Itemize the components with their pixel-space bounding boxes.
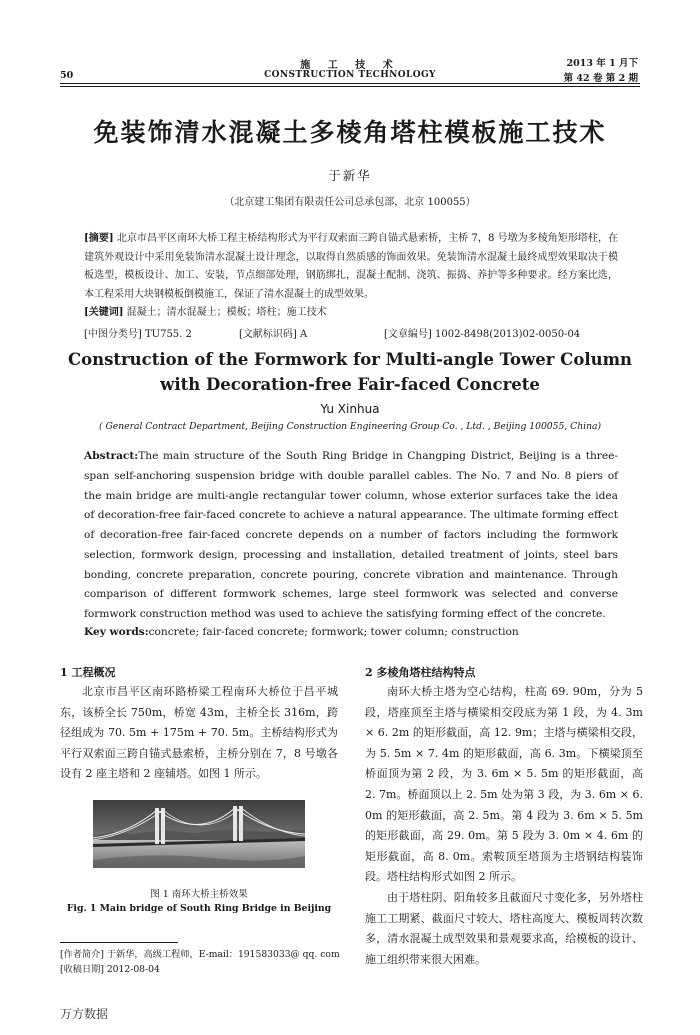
keywords-en — [84, 626, 618, 638]
footnote — [60, 947, 350, 977]
keywords-cn — [84, 304, 618, 323]
article-number: [文章编号] 1002-8498(2013)02-0050-04 — [384, 329, 581, 340]
abstract-en-text: The main structure of the South Ring Bridge in Changping District, Beijing is a three-span self-anchoring suspension bridge with double parallel cables. The No. 7 and No. 8 piers of the main bridge are multi-angle rectangular tower column, whose exterior surfaces take the idea of decoration-free fair-faced concrete to achieve a natural appearance. The ultimate forming effect of decoration-free fair-faced concrete depends on a number of factors including the formwork selection, formwork design, processing and installation, detailed treatment of joints, steel bars bonding, concrete preparation, concrete pouring, concrete vibration and maintenance. Through comparison of different formwork schemes, large steel formwork was selected and converse formwork construction method was used to achieve the satisfying forming effect of the concrete. — [84, 450, 618, 620]
keywords-cn-text: 混凝土；清水混凝土；模板；塔柱；施工技术 — [126, 307, 327, 319]
author-cn: 于新华 — [328, 168, 372, 183]
title-en-line2: with Decoration-free Fair-faced Concrete — [160, 375, 540, 394]
figure1-caption-en: Fig. 1 Main bridge of South Ring Bridge in Beijing — [66, 903, 332, 914]
affiliation-cn: （北京建工集团有限责任公司总承包部，北京 100055） — [224, 197, 476, 208]
abstract-en — [84, 447, 618, 625]
document-code: [文献标识码] A — [239, 329, 308, 340]
author-bio: [作者简介] 于新华，高级工程师，E-mail：191583033@ qq. com — [60, 949, 340, 960]
abstract-cn-block — [84, 230, 618, 323]
watermark-text: 万方数据 — [60, 1007, 109, 1021]
title-cn: 免装饰清水混凝土多棱角塔柱模板施工技术 — [93, 118, 607, 147]
journal-name-cn: 施 工 技 术 — [300, 60, 400, 71]
header-rule-thick — [60, 83, 640, 84]
received-date: [收稿日期] 2012-08-04 — [60, 964, 160, 975]
figure1-caption-cn: 图 1 南环大桥主桥效果 — [150, 889, 248, 900]
figure1-image — [93, 800, 305, 868]
section1-heading: 1 工程概况 — [60, 666, 116, 679]
abstract-cn-label: [摘要] — [84, 233, 114, 244]
abstract-cn-text: 北京市昌平区南环大桥工程主桥结构形式为平行双索面三跨自锚式悬索桥，主桥 7，8 号墩为多棱角矩形塔柱，在建筑外观设计中采用免装饰清水混凝土设计理念，以取得自然质感的饰面效果。免装饰清水混凝土最终成型效果取决于模板选型，模板设计、加工、安装，节点细部处理，钢筋绑扎，混凝土配制、浇筑、振捣、养护等多种要求。经方案比选，本工程采用大块钢模板倒模施工，保证了清水混凝土的成型效果。 — [84, 233, 618, 300]
keywords-cn-label: [关键词] — [84, 307, 124, 319]
issue-volume: 第 42 卷 第 2 期 — [563, 73, 638, 84]
affiliation-en: ( General Contract Department, Beijing Construction Engineering Group Co. , Ltd. , Beijing 100055, China) — [98, 421, 602, 432]
abstract-cn — [84, 230, 618, 304]
keywords-en-text: concrete; fair-faced concrete; formwork; tower column; construction — [148, 626, 519, 638]
author-en: Yu Xinhua — [320, 402, 380, 416]
journal-name-en: CONSTRUCTION TECHNOLOGY — [264, 70, 436, 80]
abstract-en-label: Abstract: — [84, 450, 139, 462]
section2-body — [365, 682, 643, 970]
section1-paragraph: 北京市昌平区南环路桥梁工程南环大桥位于昌平城东，该桥全长 750m，桥宽 43m，主桥全长 316m，跨径组成为 70. 5m + 175m + 70. 5m。主桥结构形式为平行双索面三跨自锚式悬索桥，主桥分别在 7，8 号墩各设有 2 座主塔和 2 座辅塔。如图 1 所示。 — [60, 685, 338, 781]
section2-paragraph1: 南环大桥主塔为空心结构，柱高 69. 90m，分为 5 段，塔座顶至主塔与横梁相交段底为第 1 段，为 4. 3m × 6. 2m 的矩形截面，高 12. 9m；主塔与横梁相交段，为 5. 5m × 7. 4m 的矩形截面，高 6. 3m。下横梁顶至桥面顶为第 2 段，为 3. 6m × 5. 5m 的矩形截面，高 2. 7m。桥面顶以上 2. 5m 处为第 3 段，为 3. 6m × 6. 0m 的矩形截面，高 2. 5m。第 4 段为 3. 6m × 5. 5m 的矩形截面，高 29. 0m。第 5 段为 3. 0m × 4. 6m 的矩形截面，高 8. 0m。索鞍顶至塔顶为主塔钢结构装饰段。塔柱结构形式如图 2 所示。 — [365, 685, 643, 884]
bridge-photo — [93, 800, 305, 868]
clc-number: [中图分类号] TU755. 2 — [84, 329, 192, 340]
header-rule-thin — [60, 86, 640, 87]
footnote-rule — [60, 942, 178, 943]
section2-paragraph2: 由于塔柱阴、阳角较多且截面尺寸变化多，另外塔柱施工工期紧、截面尺寸较大、塔柱高度大、模板周转次数多，清水混凝土成型效果和景观要求高，给模板的设计、施工组织带来很大困难。 — [365, 890, 643, 966]
section1-body — [60, 682, 338, 785]
issue-date: 2013 年 1 月下 — [566, 58, 638, 69]
page-number: 50 — [60, 70, 74, 81]
abstract-en-block — [84, 447, 618, 625]
title-en-line1: Construction of the Formwork for Multi-angle Tower Column — [67, 350, 633, 369]
title-en — [0, 347, 700, 397]
section2-heading: 2 多棱角塔柱结构特点 — [365, 666, 476, 679]
keywords-en-label: Key words: — [84, 626, 149, 638]
